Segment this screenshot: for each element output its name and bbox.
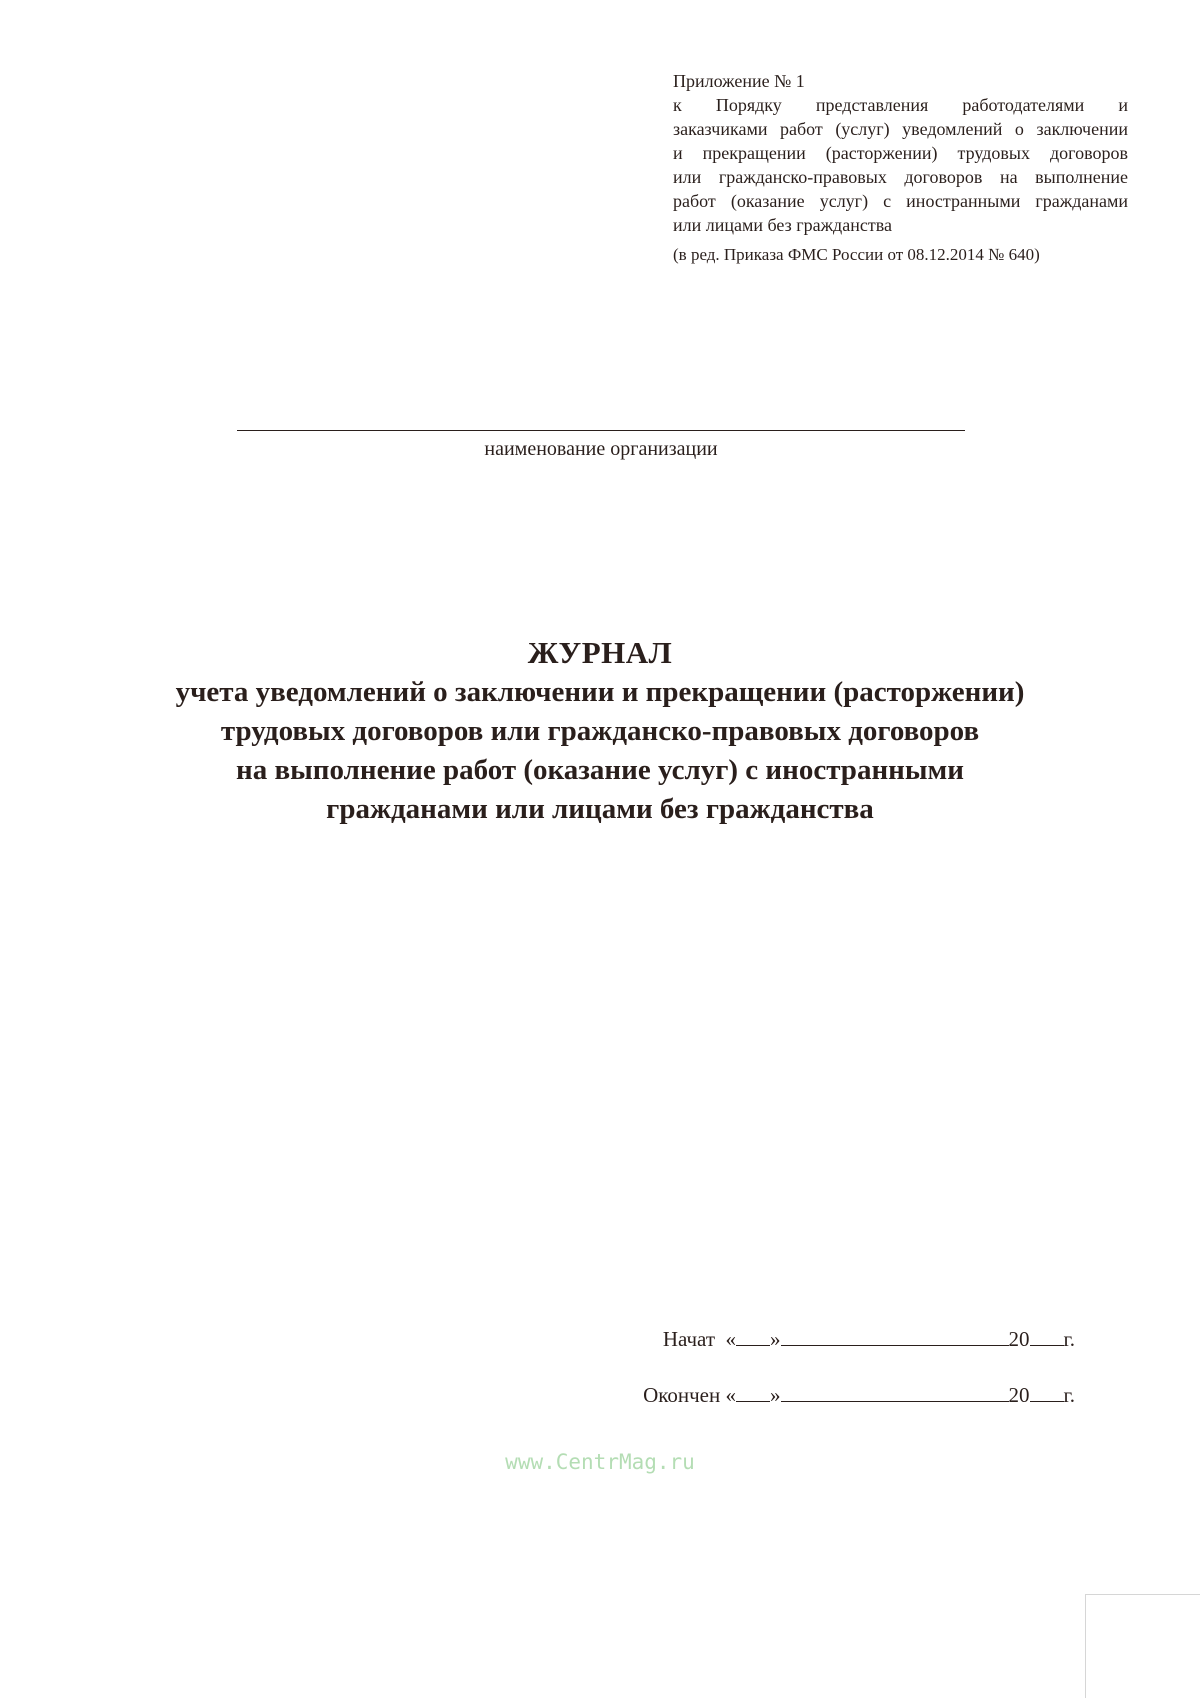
close-quote: » xyxy=(770,1383,781,1407)
journal-subtitle-line: учета уведомлений о заключении и прекращении (расторжении) xyxy=(175,676,1025,708)
appendix-title: Приложение № 1 xyxy=(673,71,805,91)
finished-month-blank[interactable] xyxy=(781,1381,1009,1402)
finished-century: 20 xyxy=(1008,1383,1030,1407)
appendix-line: и прекращении (расторжении) трудовых договоров xyxy=(673,143,1128,163)
appendix-line: или гражданско-правовых договоров на выполнение xyxy=(673,167,1128,187)
journal-dates xyxy=(643,1325,1075,1437)
page-corner-frame xyxy=(1085,1594,1200,1698)
journal-heading xyxy=(60,633,1140,829)
journal-title: ЖУРНАЛ xyxy=(527,635,673,670)
journal-subtitle-line: трудовых договоров или гражданско-правовых договоров xyxy=(220,715,980,747)
finished-date-row xyxy=(643,1381,1075,1409)
appendix-line: или лицами без гражданства xyxy=(673,215,892,235)
open-quote: « xyxy=(725,1383,736,1407)
organization-name-caption: наименование организации xyxy=(484,438,718,460)
journal-subtitle-line: гражданами или лицами без гражданства xyxy=(326,793,874,825)
started-day-blank[interactable] xyxy=(736,1325,770,1346)
open-quote: « xyxy=(725,1327,736,1351)
appendix-line: к Порядку представления работодателями и xyxy=(673,95,1128,115)
journal-subtitle-line: на выполнение работ (оказание услуг) с иностранными xyxy=(236,754,964,786)
finished-label: Окончен xyxy=(643,1383,721,1407)
appendix-line: работ (оказание услуг) с иностранными гражданами xyxy=(673,191,1128,211)
started-month-blank[interactable] xyxy=(781,1325,1009,1346)
started-label: Начат xyxy=(662,1327,715,1351)
organization-name-line[interactable] xyxy=(237,430,965,431)
site-watermark: www.CentrMag.ru xyxy=(505,1450,695,1474)
started-year-suffix: г. xyxy=(1063,1327,1075,1351)
appendix-line: заказчиками работ (услуг) уведомлений о заключении xyxy=(673,119,1128,139)
started-date-row xyxy=(643,1325,1075,1353)
appendix-edition-note: (в ред. Приказа ФМС России от 08.12.2014 № 640) xyxy=(673,245,1040,264)
appendix-header xyxy=(673,69,1128,267)
finished-year-suffix: г. xyxy=(1063,1383,1075,1407)
started-century: 20 xyxy=(1008,1327,1030,1351)
started-year-blank[interactable] xyxy=(1030,1325,1064,1346)
close-quote: » xyxy=(770,1327,781,1351)
finished-day-blank[interactable] xyxy=(736,1381,770,1402)
finished-year-blank[interactable] xyxy=(1030,1381,1064,1402)
